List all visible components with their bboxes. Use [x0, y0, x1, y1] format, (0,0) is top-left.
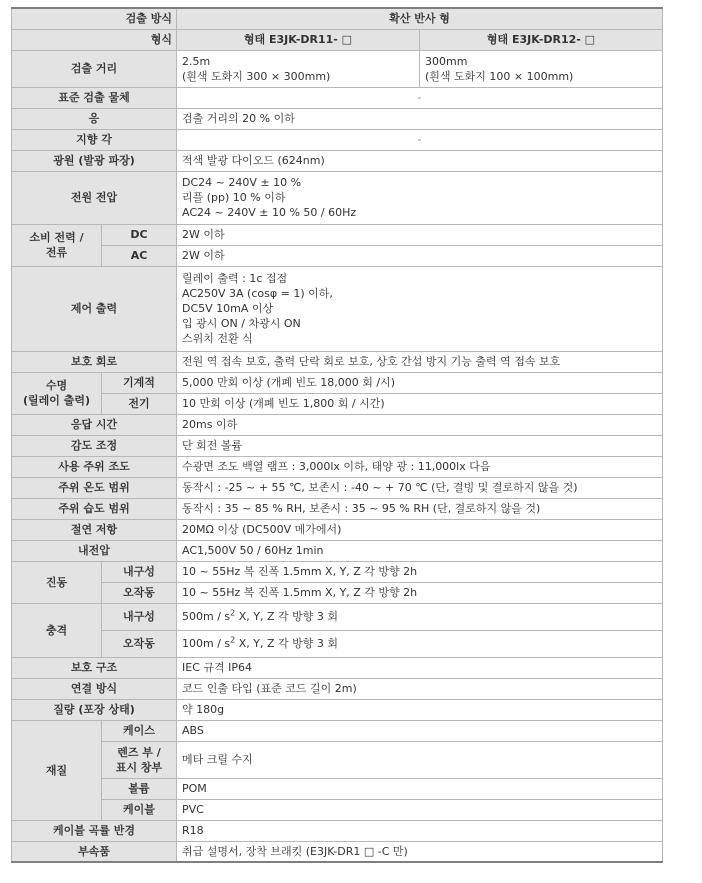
dielectric-value: AC1,500V 50 / 60Hz 1min: [177, 540, 663, 561]
spec-table: [11, 7, 663, 863]
control-output-value: [177, 266, 663, 351]
row-detection-method: [12, 8, 663, 29]
row-connection: [12, 678, 663, 699]
detection-distance-a-line2: (흰색 도화지 300 × 300mm): [182, 69, 331, 83]
row-material-case: [12, 720, 663, 741]
row-material-lens: [12, 741, 663, 778]
row-standard-object: [12, 87, 663, 108]
row-detection-distance: [12, 50, 663, 87]
vibration-malfunction-label: 오작동: [102, 582, 177, 603]
connection-value: 코드 인출 타입 (표준 코드 길이 2m): [177, 678, 663, 699]
row-weight: [12, 699, 663, 720]
row-shock-malfunction: [12, 630, 663, 657]
detection-distance-label: 검출 거리: [12, 50, 177, 87]
ambient-temp-value: 동작시 : -25 ~ + 55 ℃, 보존시 : -40 ~ + 70 ℃ (단, 결빙 및 결로하지 않을 것): [177, 477, 663, 498]
dielectric-label: 내전압: [12, 540, 177, 561]
shock-malfunction-post: X, Y, Z 각 방향 3 회: [235, 637, 339, 650]
vibration-malfunction-value: 10 ~ 55Hz 복 진폭 1.5mm X, Y, Z 각 방향 2h: [177, 582, 663, 603]
row-control-output: [12, 266, 663, 351]
shock-malfunction-pre: 100m / s: [182, 637, 231, 650]
directional-angle-value: -: [177, 129, 663, 150]
power-ac-label: AC: [102, 245, 177, 266]
supply-voltage-label: 전원 전압: [12, 171, 177, 224]
row-hysteresis: [12, 108, 663, 129]
material-cable-label: 케이블: [102, 799, 177, 820]
life-label-line1: 수명: [45, 379, 68, 392]
row-shock-durability: [12, 603, 663, 630]
row-light-source: [12, 150, 663, 171]
accessories-value: 취급 설명서, 장착 브래킷 (E3JK-DR1 □ -C 만): [177, 841, 663, 862]
row-model: [12, 29, 663, 50]
detection-distance-b: [420, 50, 663, 87]
detection-distance-a-line1: 2.5m: [182, 54, 211, 68]
shock-malfunction-value: [177, 630, 663, 657]
power-label: [12, 224, 102, 266]
control-output-line3: DC5V 10mA 이상: [182, 302, 274, 315]
protection-circuit-value: 전원 역 접속 보호, 출력 단락 회로 보호, 상호 간섭 방지 기능 출력 역 접속 보호: [177, 351, 663, 372]
power-label-line2: 전류: [45, 246, 68, 259]
sensitivity-label: 감도 조정: [12, 435, 177, 456]
life-electrical-value: 10 만회 이상 (개폐 빈도 1,800 회 / 시간): [177, 393, 663, 414]
control-output-line2: AC250V 3A (cosφ = 1) 이하,: [182, 287, 333, 300]
shock-malfunction-sup: 2: [230, 635, 236, 645]
row-material-volume: [12, 778, 663, 799]
row-protection-circuit: [12, 351, 663, 372]
row-supply-voltage: [12, 171, 663, 224]
power-label-line1: 소비 전력 /: [29, 231, 84, 244]
row-life-mechanical: [12, 372, 663, 393]
row-sensitivity: [12, 435, 663, 456]
hysteresis-label: 응: [12, 108, 177, 129]
weight-value: 약 180g: [177, 699, 663, 720]
shock-durability-label: 내구성: [102, 603, 177, 630]
row-life-electrical: [12, 393, 663, 414]
detection-distance-a: [177, 50, 420, 87]
shock-durability-post: X, Y, Z 각 방향 3 회: [235, 610, 339, 623]
ambient-light-label: 사용 주위 조도: [12, 456, 177, 477]
insulation-value: 20MΩ 이상 (DC500V 메가에서): [177, 519, 663, 540]
row-power-dc: [12, 224, 663, 245]
ambient-temp-label: 주위 온도 범위: [12, 477, 177, 498]
material-lens-label-line2: 표시 창부: [115, 760, 163, 774]
model-b: 형태 E3JK-DR12- □: [420, 29, 663, 50]
row-dielectric: [12, 540, 663, 561]
standard-object-label: 표준 검출 물체: [12, 87, 177, 108]
response-time-label: 응답 시간: [12, 414, 177, 435]
model-label: 형식: [12, 29, 177, 50]
ambient-humidity-value: 동작시 : 35 ~ 85 % RH, 보존시 : 35 ~ 95 % RH (단, 결로하지 않을 것): [177, 498, 663, 519]
control-output-label: 제어 출력: [12, 266, 177, 351]
vibration-durability-value: 10 ~ 55Hz 복 진폭 1.5mm X, Y, Z 각 방향 2h: [177, 561, 663, 582]
shock-durability-value: [177, 603, 663, 630]
standard-object-value: -: [177, 87, 663, 108]
life-mechanical-value: 5,000 만회 이상 (개폐 빈도 18,000 회 /시): [177, 372, 663, 393]
directional-angle-label: 지향 각: [12, 129, 177, 150]
light-source-label: 광원 (발광 파장): [12, 150, 177, 171]
row-cable-bend: [12, 820, 663, 841]
light-source-value: 적색 발광 다이오드 (624nm): [177, 150, 663, 171]
supply-voltage-value: [177, 171, 663, 224]
power-dc-label: DC: [102, 224, 177, 245]
shock-malfunction-label: 오작동: [102, 630, 177, 657]
ambient-light-value: 수광면 조도 백열 램프 : 3,000lx 이하, 태양 광 : 11,000lx 다음: [177, 456, 663, 477]
material-lens-label: [102, 741, 177, 778]
material-cable-value: PVC: [177, 799, 663, 820]
life-label: [12, 372, 102, 414]
row-ambient-light: [12, 456, 663, 477]
connection-label: 연결 방식: [12, 678, 177, 699]
sensitivity-value: 단 회전 볼륨: [177, 435, 663, 456]
insulation-label: 절연 저항: [12, 519, 177, 540]
control-output-line1: 릴레이 출력 : 1c 접점: [182, 272, 288, 285]
ambient-humidity-label: 주위 습도 범위: [12, 498, 177, 519]
protection-structure-value: IEC 규격 IP64: [177, 657, 663, 678]
vibration-label: 진동: [12, 561, 102, 603]
supply-voltage-line1: DC24 ~ 240V ± 10 %: [182, 176, 302, 189]
protection-circuit-label: 보호 회로: [12, 351, 177, 372]
cable-bend-value: R18: [177, 820, 663, 841]
shock-durability-pre: 500m / s: [182, 610, 231, 623]
row-protection-structure: [12, 657, 663, 678]
life-electrical-label: 전기: [102, 393, 177, 414]
row-accessories: [12, 841, 663, 862]
weight-label: 질량 (포장 상태): [12, 699, 177, 720]
life-mechanical-label: 기계적: [102, 372, 177, 393]
detection-distance-b-line1: 300mm: [425, 54, 468, 68]
row-directional-angle: [12, 129, 663, 150]
shock-label: 충격: [12, 603, 102, 657]
model-a: 형태 E3JK-DR11- □: [177, 29, 420, 50]
life-label-line2: (릴레이 출력): [22, 394, 90, 407]
row-insulation: [12, 519, 663, 540]
material-case-value: ABS: [177, 720, 663, 741]
shock-durability-sup: 2: [230, 608, 236, 618]
material-lens-label-line1: 렌즈 부 /: [117, 745, 161, 759]
vibration-durability-label: 내구성: [102, 561, 177, 582]
material-label: 재질: [12, 720, 102, 820]
control-output-line4: 입 광시 ON / 차광시 ON: [182, 317, 301, 330]
material-lens-value: 메타 크릴 수지: [177, 741, 663, 778]
row-vibration-malfunction: [12, 582, 663, 603]
hysteresis-value: 검출 거리의 20 % 이하: [177, 108, 663, 129]
cable-bend-label: 케이블 곡률 반경: [12, 820, 177, 841]
power-dc-value: 2W 이하: [177, 224, 663, 245]
detection-method-label: 검출 방식: [12, 8, 177, 29]
control-output-line5: 스위치 전환 식: [182, 332, 253, 345]
response-time-value: 20ms 이하: [177, 414, 663, 435]
detection-method-value: 확산 반사 형: [177, 8, 663, 29]
accessories-label: 부속품: [12, 841, 177, 862]
material-case-label: 케이스: [102, 720, 177, 741]
row-material-cable: [12, 799, 663, 820]
detection-distance-b-line2: (흰색 도화지 100 × 100mm): [425, 69, 574, 83]
power-ac-value: 2W 이하: [177, 245, 663, 266]
material-volume-label: 볼륨: [102, 778, 177, 799]
material-volume-value: POM: [177, 778, 663, 799]
row-response-time: [12, 414, 663, 435]
row-power-ac: [12, 245, 663, 266]
supply-voltage-line3: AC24 ~ 240V ± 10 % 50 / 60Hz: [182, 206, 357, 219]
row-ambient-humidity: [12, 498, 663, 519]
supply-voltage-line2: 리플 (pp) 10 % 이하: [182, 191, 286, 204]
protection-structure-label: 보호 구조: [12, 657, 177, 678]
row-ambient-temp: [12, 477, 663, 498]
row-vibration-durability: [12, 561, 663, 582]
